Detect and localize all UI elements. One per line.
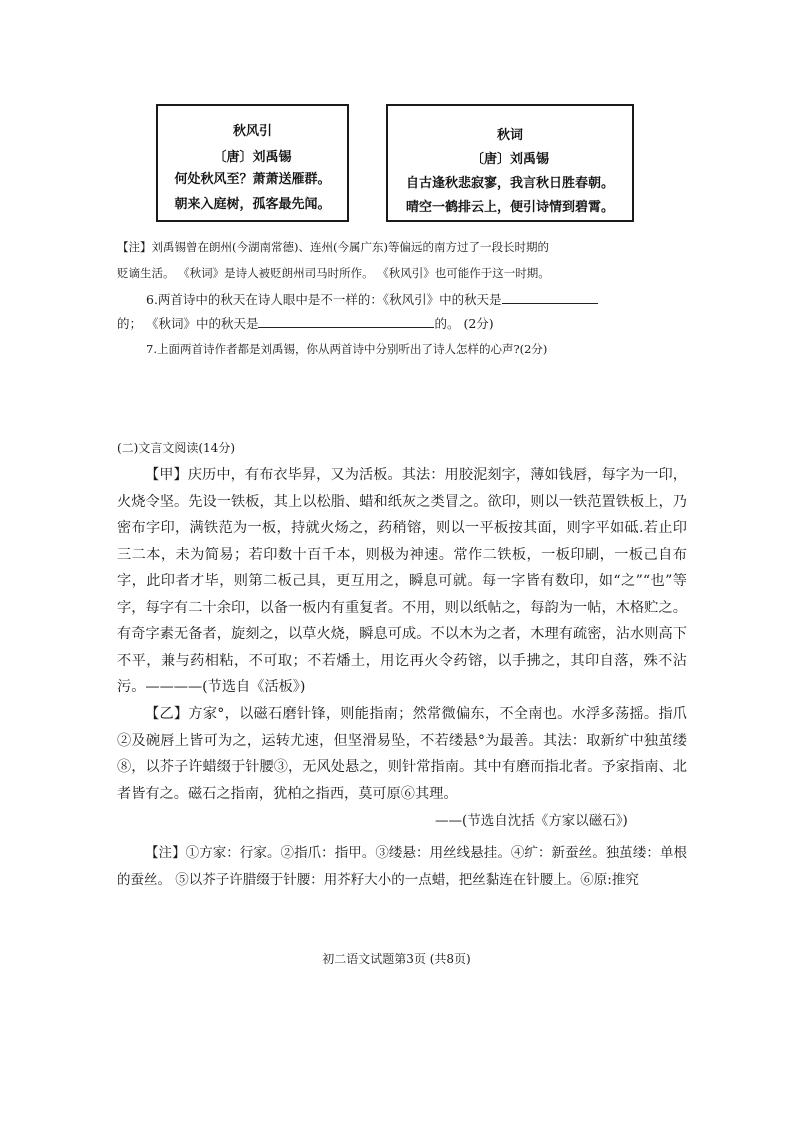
poem-author: 〔唐〕刘禹锡	[213, 150, 292, 165]
poem-title: 秋风引	[232, 124, 272, 139]
answer-blank-2[interactable]	[258, 315, 434, 328]
passage-jia	[117, 462, 687, 701]
poem-line: 朝来入庭树，孤客最先闻。	[174, 197, 331, 212]
poem-author: 〔唐〕刘禹锡	[470, 152, 549, 167]
question-6-text-3: 的。 (2分)	[434, 316, 494, 331]
poem-line: 何处秋风至？萧萧送雁群。	[174, 172, 331, 187]
passage-yi-notes-text: 【注】①方家：行家。②指爪：指甲。③缕悬：用丝线悬挂。④纩：新蚕丝。独茧缕：单根的蚕丝。 ⑤以芥子许腊缀于针腰：用芥籽大小的一点蜡，把丝黏连在针腰上。⑥原:推究	[117, 845, 687, 888]
question-6-text: 6.两首诗中的秋天在诗人眼中是不一样的：《秋风引》中的秋天是	[146, 292, 502, 307]
passage-yi-source: ——(节选自沈括《方家以磁石》)	[435, 813, 628, 829]
poem-line: 晴空一鹤排云上，便引诗情到碧霄。	[405, 200, 614, 215]
poem-title: 秋词	[496, 128, 523, 143]
question-7: 7.上面两首诗作者都是刘禹锡，你从两首诗中分别听出了诗人怎样的心声?(2分)	[146, 342, 548, 356]
passage-yi-text: 【乙】方家°，以磁石磨针锋，则能指南；然常微偏东，不全南也。水浮多荡摇。指爪②及碗唇上皆可为之，运转尤速，但坚滑易坠，不若缕悬°为最善。其法：取新纩中独茧缕⑧，以芥子许蜡缀于针腰③，无风处悬之，则针常指南。其中有磨而指北者。予家指南、北者皆有之。磁石之指南，犹柏之指西，莫可原⑥其理。	[117, 706, 687, 802]
passage-yi	[117, 701, 687, 807]
page-footer: 初二语文试题第3页 (共8页)	[322, 952, 471, 966]
section-title: (二)文言文阅读(14分)	[117, 441, 235, 455]
poem-note-line-1: 【注】刘禹锡曾在朗州(今湖南常德)、连州(今属广东)等偏远的南方过了一段长时期的	[117, 240, 549, 254]
passage-yi-notes	[117, 840, 687, 893]
question-6-text-2: 的； 《秋词》中的秋天是	[117, 316, 259, 331]
answer-blank-1[interactable]	[502, 291, 598, 304]
passage-jia-text: 【甲】庆历中，有布衣毕昇，又为活板。其法：用胶泥刻字，薄如钱唇，每字为一印，火烧令坚。先设一铁板，其上以松脂、蜡和纸灰之类冒之。欲印，则以一铁范置铁板上，乃密布字印，满铁范为一板，持就火炀之，药稍镕，则以一平板按其面，则字平如砥.若止印三二本，未为简易；若印数十百千本，则极为神速。常作二铁板，一板印刷，一板己自布字，此印者才毕，则第二板己具，更互用之，瞬息可就。每一字皆有数印，如“之”“也”等字，每字有二十余印，以备一板内有重复者。不用，则以纸帖之，每韵为一帖，木格贮之。有奇字素无备者，旋刻之，以草火烧，瞬息可成。不以木为之者，木理有疏密，沾水则高下不平，兼与药相粘，不可取；不若燔土，用讫再火令药镕，以手拂之，其印自落，殊不沾污。————(节选自《活板》)	[117, 467, 687, 695]
poem-box-qiufengyin	[156, 104, 349, 222]
question-6-line-1	[146, 291, 598, 308]
question-6-line-2	[117, 315, 494, 332]
poem-note-line-2: 贬谪生活。 《秋词》是诗人被贬朗州司马时所作。 《秋风引》也可能作于这一时期。	[117, 266, 550, 280]
poem-line: 自古逢秋悲寂寥，我言秋日胜春朝。	[405, 176, 614, 191]
poem-box-qiuci	[386, 104, 634, 222]
